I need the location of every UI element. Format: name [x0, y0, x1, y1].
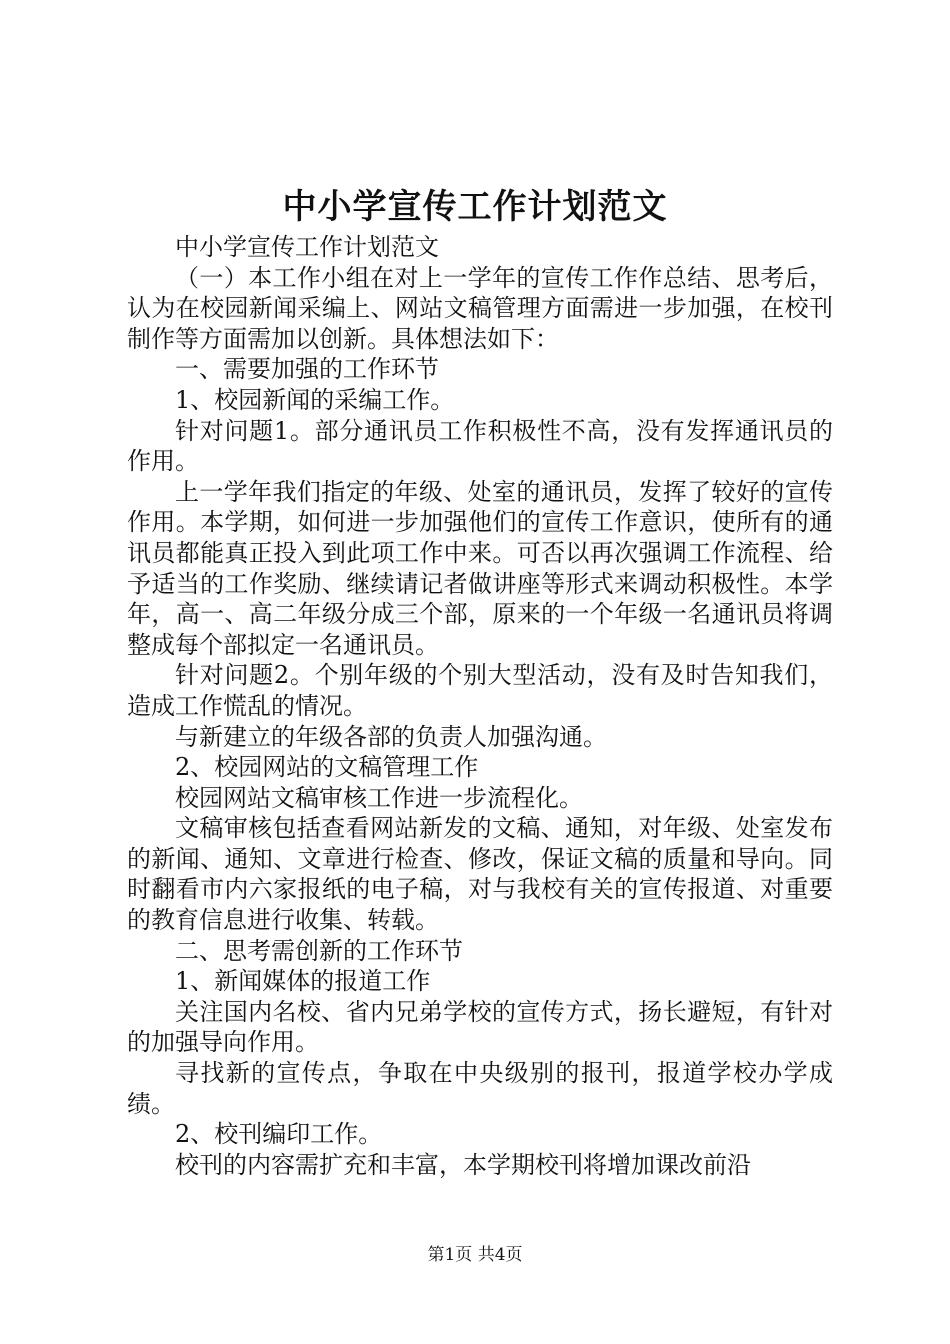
page-indicator: 第1页 共4页 [427, 1245, 523, 1265]
paragraph: 与新建立的年级各部的负责人加强沟通。 [175, 722, 607, 751]
document-body [127, 232, 833, 1180]
paragraph: 针对问题1。部分通讯员工作积极性不高，没有发挥通讯员的作用。 [127, 416, 833, 476]
section-heading: 一、需要加强的工作环节 [175, 355, 439, 384]
paragraph: 关注国内名校、省内兄弟学校的宣传方式，扬长避短，有针对的加强导向作用。 [127, 997, 833, 1057]
subsection-heading: 2、校刊编印工作。 [175, 1120, 383, 1149]
paragraph: 文稿审核包括查看网站新发的文稿、通知，对年级、处室发布的新闻、通知、文章进行检查、修改，保证文稿的质量和导向。同时翻看市内六家报纸的电子稿，对与我校有关的宣传报道、对重要的教育信息进行收集、转载。 [127, 814, 833, 935]
subsection-heading: 1、校园新闻的采编工作。 [175, 385, 455, 414]
paragraph: （一）本工作小组在对上一学年的宣传工作作总结、思考后，认为在校园新闻采编上、网站文稿管理方面需进一步加强，在校刊制作等方面需加以创新。具体想法如下： [127, 263, 833, 353]
paragraph: 中小学宣传工作计划范文 [175, 233, 439, 261]
section-heading: 二、思考需创新的工作环节 [175, 936, 463, 965]
document-title: 中小学宣传工作计划范文 [282, 187, 668, 227]
paragraph: 校刊的内容需扩充和丰富，本学期校刊将增加课改前沿 [175, 1150, 751, 1179]
paragraph: 寻找新的宣传点，争取在中央级别的报刊，报道学校办学成绩。 [127, 1059, 833, 1118]
paragraph: 校园网站文稿审核工作进一步流程化。 [175, 783, 583, 812]
paragraph: 上一学年我们指定的年级、处室的通讯员，发挥了较好的宣传作用。本学期，如何进一步加强他们的宣传工作意识，使所有的通讯员都能真正投入到此项工作中来。可否以再次强调工作流程、给予适当的工作奖励、继续请记者做讲座等形式来调动积极性。本学年，高一、高二年级分成三个部，原来的一个年级一名通讯员将调整成每个部拟定一名通讯员。 [127, 477, 833, 659]
subsection-heading: 2、校园网站的文稿管理工作 [175, 753, 479, 782]
subsection-heading: 1、新闻媒体的报道工作 [175, 967, 431, 996]
paragraph: 针对问题2。个别年级的个别大型活动，没有及时告知我们，造成工作慌乱的情况。 [127, 661, 833, 720]
